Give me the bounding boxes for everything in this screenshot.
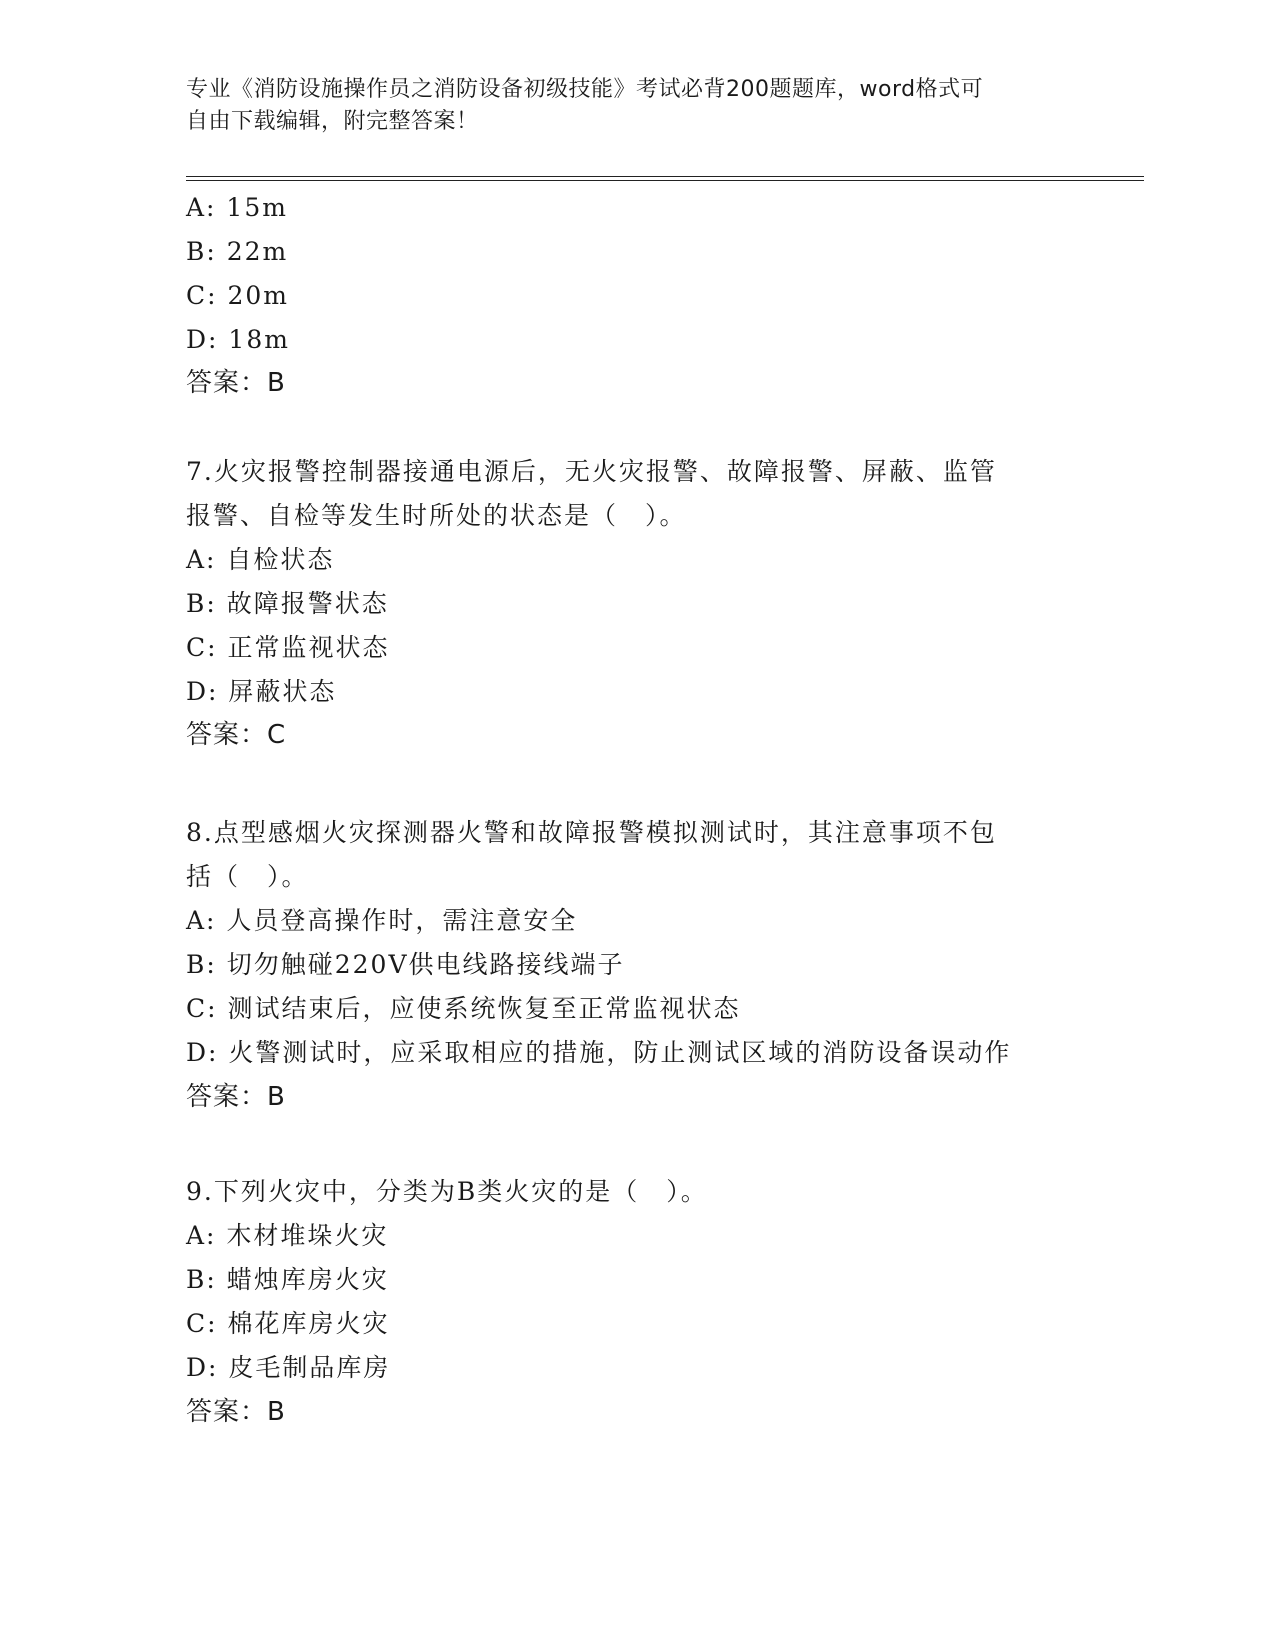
q6-answer: 答案：B	[186, 368, 286, 398]
q9-stem-line-1: 9.下列火灾中，分类为B类火灾的是（ ）。	[186, 1177, 708, 1206]
q6-option-b: B: 22m	[186, 237, 289, 266]
q9-option-b: B: 蜡烛库房火灾	[186, 1265, 389, 1294]
q7-option-c: C: 正常监视状态	[186, 633, 390, 662]
q8-option-c: C: 测试结束后，应使系统恢复至正常监视状态	[186, 994, 741, 1023]
q7-option-b: B: 故障报警状态	[186, 589, 389, 618]
header-line-1: 专业《消防设施操作员之消防设备初级技能》考试必背200题题库，word格式可	[186, 77, 984, 102]
q7-option-a: A: 自检状态	[186, 545, 335, 574]
header-line-2: 自由下载编辑，附完整答案！	[186, 109, 479, 134]
q9-option-d: D: 皮毛制品库房	[186, 1353, 391, 1382]
q8-stem-line-2: 括（ ）。	[186, 862, 309, 891]
q8-option-a: A: 人员登高操作时，需注意安全	[186, 906, 578, 935]
q7-stem-line-2: 报警、自检等发生时所处的状态是（ ）。	[186, 501, 687, 530]
q6-option-c: C: 20m	[186, 281, 290, 310]
q6-option-a: A: 15m	[186, 193, 288, 222]
q7-option-d: D: 屏蔽状态	[186, 677, 337, 706]
q8-option-d: D: 火警测试时，应采取相应的措施，防止测试区域的消防设备误动作	[186, 1038, 1012, 1067]
q7-stem-line-1: 7.火灾报警控制器接通电源后，无火灾报警、故障报警、屏蔽、监管	[186, 457, 997, 486]
q7-answer: 答案：C	[186, 720, 287, 750]
document-header	[186, 74, 1066, 138]
q9-answer: 答案：B	[186, 1397, 286, 1427]
q6-option-d: D: 18m	[186, 325, 290, 354]
header-divider-top	[186, 176, 1144, 177]
q8-stem-line-1: 8.点型感烟火灾探测器火警和故障报警模拟测试时，其注意事项不包	[186, 818, 997, 847]
q9-option-a: A: 木材堆垛火灾	[186, 1221, 389, 1250]
header-divider-bottom	[186, 180, 1144, 181]
q8-option-b: B: 切勿触碰220V供电线路接线端子	[186, 950, 625, 979]
q8-answer: 答案：B	[186, 1082, 286, 1112]
q9-option-c: C: 棉花库房火灾	[186, 1309, 390, 1338]
